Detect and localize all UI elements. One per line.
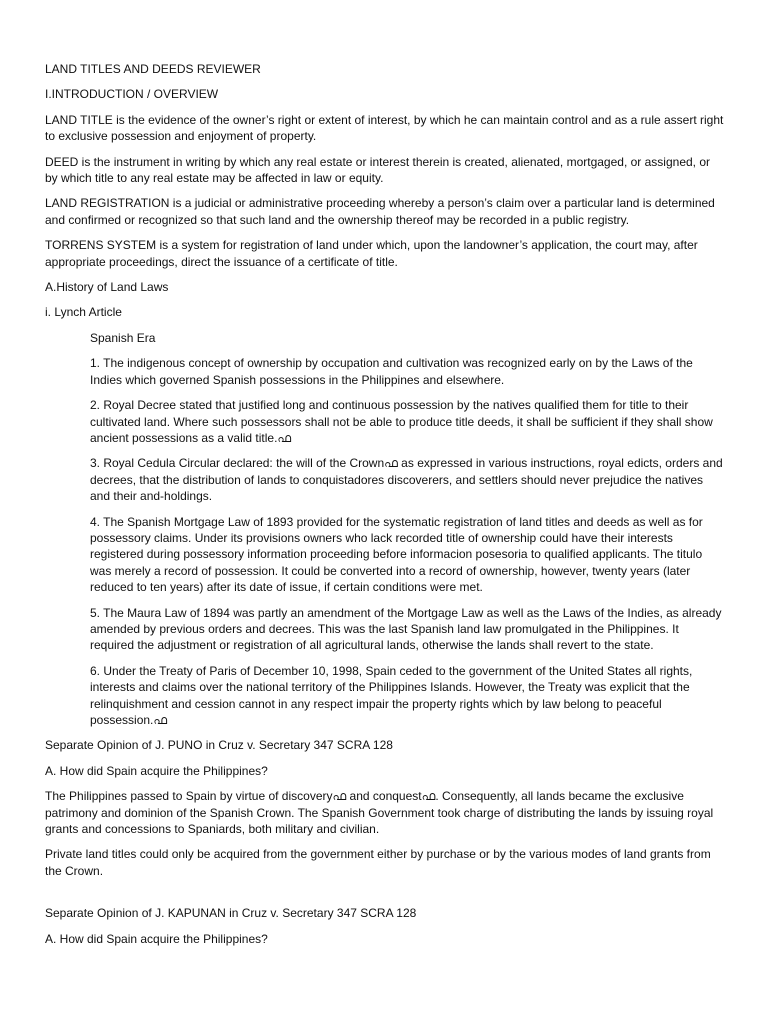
definition-land-title: LAND TITLE is the evidence of the owner’s right or extent of interest, by which he can maintain control and as a rule assert right to exclusive possession and enjoyment of property. bbox=[45, 112, 724, 144]
puno-question: A. How did Spain acquire the Philippines? bbox=[45, 763, 268, 778]
document-title: LAND TITLES AND DEEDS REVIEWER bbox=[45, 62, 261, 76]
section-heading: I.INTRODUCTION / OVERVIEW bbox=[45, 87, 219, 102]
list-item: 2. Royal Decree stated that justified long and continuous possession by the natives qualified them for title to their cultivated land. Where such possessors shall not be able to produce title deeds, it shall be sufficient if they shall show ancient possessions as a valid title.ഫ bbox=[90, 398, 713, 445]
list-item: 6. Under the Treaty of Paris of December 10, 1998, Spain ceded to the government of the United States all rights, interests and claims over the national territory of the Philippines Islands. However, the Treaty was explicit that the relinquishment and cession cannot in any respect impair the property rights which by law belong to peaceful possession.ഫ bbox=[90, 663, 693, 727]
list-item: 1. The indigenous concept of ownership by occupation and cultivation was recognized early on by the Laws of the Indies which governed Spanish possessions in the Philippines and elsewhere. bbox=[90, 356, 693, 387]
kapunan-opinion-heading: Separate Opinion of J. KAPUNAN in Cruz v. Secretary 347 SCRA 128 bbox=[45, 906, 417, 921]
subheading-lynch-article: i. Lynch Article bbox=[45, 305, 122, 320]
subheading-history: A.History of Land Laws bbox=[45, 280, 169, 295]
definition-deed: DEED is the instrument in writing by which any real estate or interest therein is created, alienated, mortgaged, or assigned, or by which title to any real estate may be affected in law or equity. bbox=[45, 154, 710, 186]
kapunan-question: A. How did Spain acquire the Philippines? bbox=[45, 931, 268, 946]
list-item: 3. Royal Cedula Circular declared: the will of the Crownഫ as expressed in various instructions, royal edicts, orders and decrees, that the distribution of lands to conquistadores discoverers, and settlers should never prejudice the natives and their and-holdings. bbox=[90, 456, 723, 504]
list-item: 5. The Maura Law of 1894 was partly an amendment of the Mortgage Law as well as the Laws of the Indies, as already amended by previous orders and decrees. This was the last Spanish land law promulgated in the Philippines. It required the adjustment or registration of all agricultural lands, otherwise the lands shall revert to the state. bbox=[90, 605, 722, 653]
definition-torrens-system: TORRENS SYSTEM is a system for registration of land under which, upon the landowner’s application, the court may, after appropriate proceedings, direct the issuance of a certificate of title. bbox=[45, 238, 698, 269]
puno-opinion-heading: Separate Opinion of J. PUNO in Cruz v. Secretary 347 SCRA 128 bbox=[45, 738, 393, 753]
spanish-era-section bbox=[45, 330, 724, 729]
puno-paragraph: Private land titles could only be acquired from the government either by purchase or by the various modes of land grants from the Crown. bbox=[45, 847, 711, 878]
era-heading: Spanish Era bbox=[90, 330, 156, 345]
definition-land-registration: LAND REGISTRATION is a judicial or administrative proceeding whereby a person’s claim over a particular land is determined and confirmed or recognized so that such land and the ownership thereof may be recorded in a public registry. bbox=[45, 196, 715, 227]
puno-paragraph: The Philippines passed to Spain by virtue of discoveryഫ and conquestഫ. Consequently, all lands became the exclusive patrimony and dominion of the Spanish Crown. The Spanish Government took charge of distributing the lands by issuing royal grants and concessions to Spaniards, both military and civilian. bbox=[45, 789, 714, 837]
list-item: 4. The Spanish Mortgage Law of 1893 provided for the systematic registration of land titles and deeds as well as for possessory claims. Under its provisions owners who lack recorded title of ownership could have their interests registered during possessory information proceeding before informacion posesoria to qualified applicants. The titulo was merely a record of possession. It could be converted into a record of ownership, however, twenty years (later reduced to ten years) after its date of issue, if certain conditions were met. bbox=[90, 514, 703, 595]
